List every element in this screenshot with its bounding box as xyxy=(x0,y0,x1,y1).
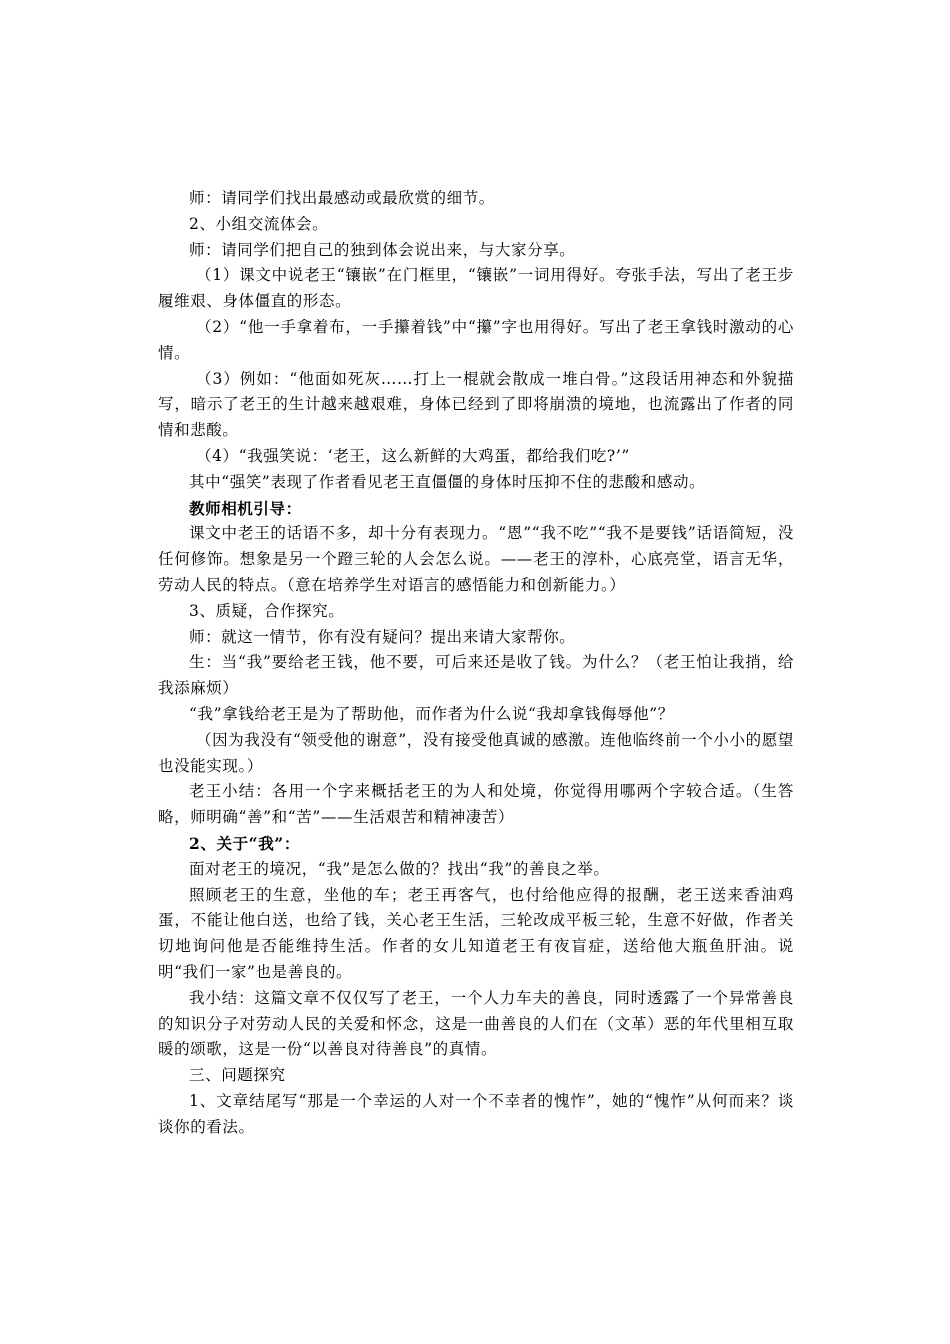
paragraph-point-1: （1）课文中说老王“镶嵌”在门框里，“镶嵌”一词用得好。夸张手法，写出了老王步履维艰、身体僵直的形态。 xyxy=(158,266,794,311)
paragraph-question-explore: 3、质疑，合作探究。 xyxy=(189,601,345,620)
paragraph-teacher-question: 师：就这一情节，你有没有疑问？提出来请大家帮你。 xyxy=(189,627,576,646)
paragraph-kindness-details: 照顾老王的生意，坐他的车；老王再客气，也付给他应得的报酬，老王送来香油鸡蛋，不能让他白送，也给了钱，关心老王生活，三轮改成平板三轮，生意不好做，作者关切地询问他是否能维持生活。作者的女儿知道老王有夜盲症，送给他大瓶鱼肝油。说明“我们一家”也是善良的。 xyxy=(158,885,794,981)
paragraph-point-4: （4）“我强笑说：‘老王，这么新鲜的大鸡蛋，都给我们吃?’” xyxy=(196,446,630,465)
paragraph-teacher-prompt: 师：请同学们找出最感动或最欣赏的细节。 xyxy=(189,189,495,207)
paragraph-my-actions: 面对老王的境况，“我”是怎么做的？找出“我”的善良之举。 xyxy=(189,859,610,878)
paragraph-laowang-summary: 老王小结：各用一个字来概括老王的为人和处境，你觉得用哪两个字较合适。（生答略，师明确“善”和“苦”——生活艰苦和精神凄苦） xyxy=(158,782,794,827)
document-body xyxy=(158,186,794,1140)
paragraph-language-analysis: 课文中老王的话语不多，却十分有表现力。“恩”“我不吃”“我不是要钱”话语简短，没任何修饰。想象是另一个蹬三轮的人会怎么说。——老王的淳朴，心底亮堂，语言无华，劳动人民的特点。（意在培养学生对语言的感悟能力和创新能力。） xyxy=(158,524,794,594)
heading-teacher-guidance: 教师相机引导： xyxy=(189,498,302,518)
paragraph-point-3: （3）例如：“他面如死灰……打上一棍就会散成一堆白骨。”这段话用神态和外貌描写，暗示了老王的生计越来越艰难，身体已经到了即将崩溃的境地，也流露出了作者的同情和悲酸。 xyxy=(158,369,794,440)
paragraph-money-question: “我”拿钱给老王是为了帮助他，而作者为什么说“我却拿钱侮辱他”？ xyxy=(189,704,674,723)
paragraph-teacher-share: 师：请同学们把自己的独到体会说出来，与大家分享。 xyxy=(189,240,576,259)
paragraph-strong-smile: 其中“强笑”表现了作者看见老王直僵僵的身体时压抑不住的悲酸和感动。 xyxy=(189,472,706,491)
paragraph-money-answer: （因为我没有“领受他的谢意”，没有接受他真诚的感激。连他临终前一个小小的愿望也没能实现。） xyxy=(158,730,794,775)
paragraph-student-question: 生：当“我”要给老王钱，他不要，可后来还是收了钱。为什么？（老王怕让我捎，给我添麻烦） xyxy=(158,653,794,698)
paragraph-point-2: （2）“他一手拿着布，一手攥着钱”中“攥”字也用得好。写出了老王拿钱时激动的心情。 xyxy=(158,317,794,362)
heading-about-me: 2、关于“我”： xyxy=(189,833,300,853)
paragraph-group-discussion: 2、小组交流体会。 xyxy=(189,214,329,233)
heading-problem-explore: 三、问题探究 xyxy=(189,1066,286,1085)
paragraph-final-question: 1、文章结尾写“那是一个幸运的人对一个不幸者的愧怍”，她的“愧怍”从何而来？谈谈你的看法。 xyxy=(158,1091,794,1136)
paragraph-my-summary: 我小结：这篇文章不仅仅写了老王，一个人力车夫的善良，同时透露了一个异常善良的知识分子对劳动人民的关爱和怀念，这是一曲善良的人们在（文革）恶的年代里相互取暖的颂歌，这是一份“以善良对待善良”的真情。 xyxy=(158,988,794,1059)
